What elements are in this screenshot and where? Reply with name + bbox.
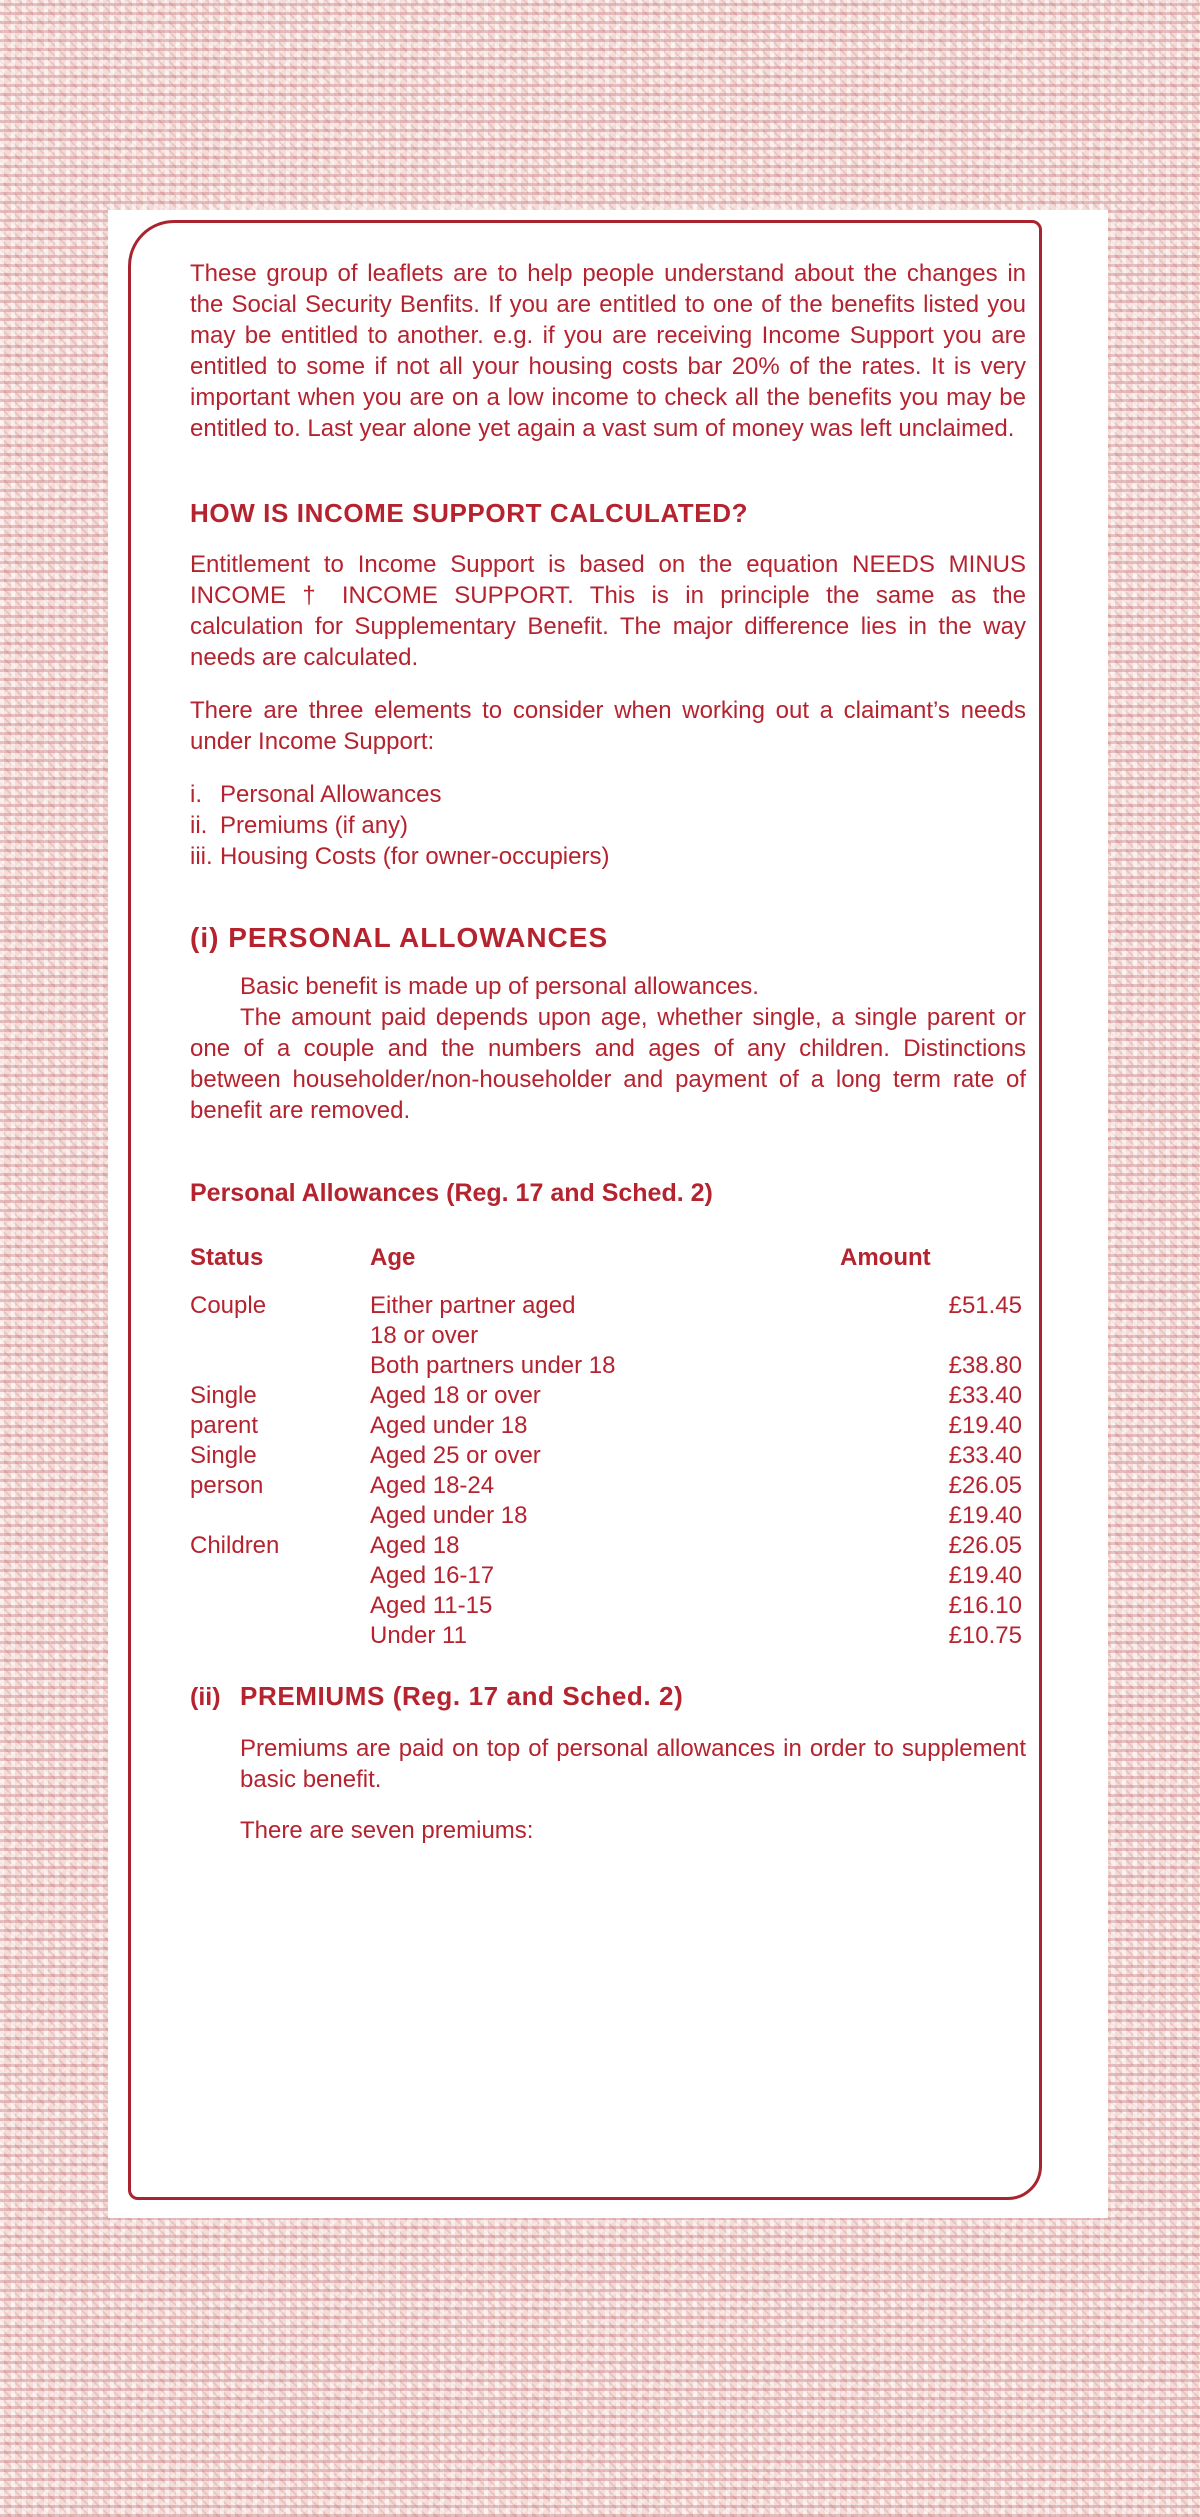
table-row [190, 1471, 1022, 1501]
amount-cell: £33.40 [948, 1382, 1022, 1409]
status-cell: Single [190, 1442, 257, 1469]
amount-cell: £26.05 [948, 1532, 1022, 1559]
table-row [190, 1501, 1022, 1531]
premiums-paragraph-2: There are seven premiums: [240, 1817, 534, 1844]
list-number: iii. [190, 843, 213, 870]
list-number: ii. [190, 812, 208, 839]
calc-paragraph-2: There are three elements to consider when working out a claimant’s needs under Income Support: [190, 697, 1026, 755]
amount-cell: £10.75 [948, 1622, 1022, 1649]
table-row [190, 1531, 1022, 1561]
age-cell: Aged 16-17 [370, 1562, 495, 1589]
premiums-heading-title: PREMIUMS (Reg. 17 and Sched. 2) [240, 1681, 684, 1711]
table-row [190, 1381, 1022, 1411]
status-cell: Single [190, 1382, 257, 1409]
age-column-header: Age [370, 1244, 416, 1271]
status-cell: person [190, 1472, 264, 1499]
amount-cell: £26.05 [948, 1472, 1022, 1499]
age-cell: Aged 18-24 [370, 1472, 495, 1499]
table-row [190, 1441, 1022, 1471]
allowances-table [190, 1243, 1022, 1651]
age-cell: Aged 25 or over [370, 1442, 541, 1469]
age-cell: Aged 11-15 [370, 1592, 493, 1619]
amount-cell: £19.40 [948, 1562, 1022, 1589]
table-row [190, 1621, 1022, 1651]
amount-cell: £33.40 [948, 1442, 1022, 1469]
personal-paragraph-1: Basic benefit is made up of personal allowances. [240, 973, 759, 1000]
age-cell: Aged under 18 [370, 1502, 528, 1529]
amount-cell: £16.10 [948, 1592, 1022, 1619]
premiums-heading [190, 1681, 1026, 1713]
amount-cell [840, 1321, 1022, 1351]
amount-cell: £38.80 [948, 1352, 1022, 1379]
allowances-table-title: Personal Allowances (Reg. 17 and Sched. 2) [190, 1179, 713, 1207]
table-row [190, 1351, 1022, 1381]
personal-paragraph-2: The amount paid depends upon age, whether single, a single parent or one of a couple and the numbers and ages of any children. Distinctions between householder/non-householder and payment of a long term rate of benefit are removed. [190, 1004, 1026, 1124]
status-cell [190, 1501, 370, 1531]
amount-cell: £51.45 [948, 1292, 1022, 1319]
list-number: i. [190, 781, 202, 808]
elements-list [190, 779, 1026, 872]
table-row [190, 1291, 1022, 1321]
status-column-header: Status [190, 1244, 264, 1271]
table-row [190, 1411, 1022, 1441]
status-cell: Couple [190, 1292, 267, 1319]
amount-cell: £19.40 [948, 1412, 1022, 1439]
leaflet-content [190, 258, 1026, 1870]
status-cell: Children [190, 1532, 280, 1559]
status-cell [190, 1591, 370, 1621]
status-cell: parent [190, 1412, 259, 1439]
calc-paragraph-1: Entitlement to Income Support is based on the equation NEEDS MINUS INCOME † INCOME SUPPORT. This is in principle the same as the calculation for Supplementary Benefit. The major difference lies in the way needs are calculated. [190, 551, 1026, 671]
table-row [190, 1591, 1022, 1621]
list-text: Housing Costs (for owner-occupiers) [220, 843, 610, 870]
status-cell [190, 1561, 370, 1591]
amount-cell: £19.40 [948, 1502, 1022, 1529]
status-cell [190, 1621, 370, 1651]
age-cell: Aged under 18 [370, 1412, 528, 1439]
personal-allowances-heading: (i) PERSONAL ALLOWANCES [190, 922, 609, 953]
age-cell: 18 or over [370, 1322, 479, 1349]
age-cell: Both partners under 18 [370, 1352, 616, 1379]
list-text: Personal Allowances [220, 781, 442, 808]
list-text: Premiums (if any) [220, 812, 409, 839]
intro-paragraph: These group of leaflets are to help people understand about the changes in the Social Security Benfits. If you are entitled to one of the benefits listed you may be entitled to another. e.g. if you are receiving Income Support you are entitled to some if not all your housing costs bar 20% of the rates. It is very important when you are on a low income to check all the benefits you may be entitled to. Last year alone yet again a vast sum of money was left unclaimed. [190, 260, 1026, 442]
age-cell: Aged 18 [370, 1532, 460, 1559]
amount-column-header: Amount [840, 1244, 931, 1271]
table-row [190, 1561, 1022, 1591]
table-row [190, 1321, 1022, 1351]
calc-heading: HOW IS INCOME SUPPORT CALCULATED? [190, 498, 749, 528]
age-cell: Either partner aged [370, 1292, 576, 1319]
list-item [190, 810, 1026, 841]
list-item [190, 841, 1026, 872]
age-cell: Aged 18 or over [370, 1382, 541, 1409]
table-header-row [190, 1243, 1022, 1291]
premiums-heading-number: (ii) [190, 1683, 221, 1711]
age-cell: Under 11 [370, 1622, 467, 1649]
premiums-paragraph-1: Premiums are paid on top of personal allowances in order to supplement basic benefit. [240, 1735, 1026, 1793]
leaflet-panel [108, 210, 1108, 2218]
status-cell [190, 1321, 370, 1351]
list-item [190, 779, 1026, 810]
status-cell [190, 1351, 370, 1381]
